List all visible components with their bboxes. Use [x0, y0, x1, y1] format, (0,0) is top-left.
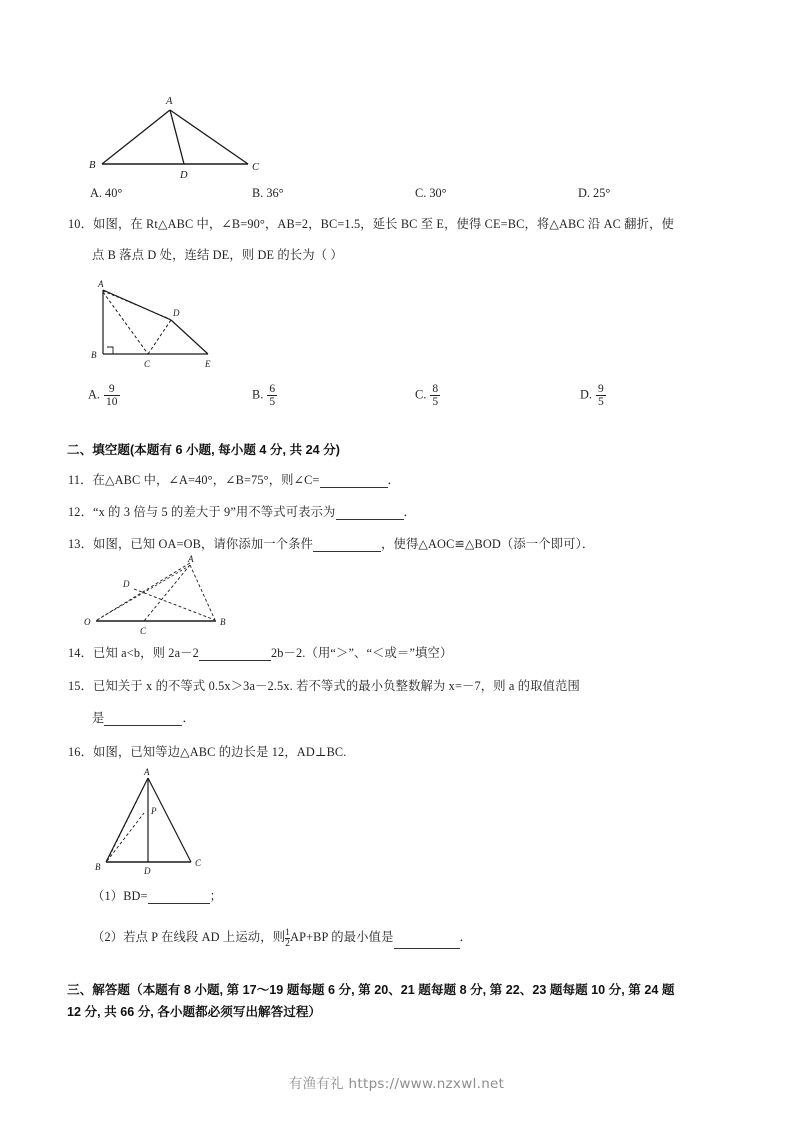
question15-answer-blank[interactable]	[104, 713, 182, 726]
figure-label-C: C	[252, 162, 260, 173]
question11-tail: ．	[387, 473, 400, 487]
fraction-denominator: 5	[598, 396, 604, 408]
question10-line1: 10．如图，在 Rt△ABC 中，∠B=90°，AB=2，BC=1.5，延长 BC 至 E，使得 CE=BC，将△ABC 沿 AC 翻折，使	[68, 217, 674, 231]
question15-text-pre: 是	[92, 711, 105, 725]
question11-answer-blank[interactable]	[320, 475, 388, 488]
fraction-denominator: 5	[269, 396, 276, 408]
figure-label-C: C	[195, 858, 202, 868]
figure-label-P: P	[151, 806, 157, 816]
option-label: B.	[252, 387, 264, 402]
figure-label-B: B	[220, 617, 226, 627]
option-label: C.	[415, 387, 427, 402]
figure-label-C: C	[140, 626, 147, 636]
question16-part1-answer-blank[interactable]	[148, 891, 210, 904]
question9-option-c[interactable]	[415, 185, 447, 201]
question16-part1-text: （1）BD=	[92, 889, 148, 903]
figure-label-E: E	[205, 359, 211, 369]
question12-text: 12．“x 的 3 倍与 5 的差大于 9”用不等式可表示为	[68, 505, 336, 519]
question10-option-b[interactable]	[252, 383, 278, 408]
figure-label-B: B	[95, 862, 101, 872]
question12-answer-blank[interactable]	[336, 507, 404, 520]
figure-label-A: A	[144, 767, 150, 777]
question13-answer-blank[interactable]	[313, 539, 381, 552]
option-value: 25°	[593, 186, 611, 200]
question14	[68, 645, 452, 661]
figure-label-C: C	[144, 359, 151, 369]
question14-answer-blank[interactable]	[199, 648, 271, 661]
watermark: 有渔有礼 https://www.nzxwl.net	[288, 1076, 505, 1092]
figure-label-A: A	[166, 96, 173, 107]
figure-label-A: A	[98, 279, 104, 289]
question10-option-c[interactable]	[415, 383, 441, 408]
question13-text-pre: 13．如图，已知 OA=OB，请你添加一个条件	[68, 537, 314, 551]
option-fraction	[267, 383, 277, 408]
fraction-denominator: 10	[106, 396, 118, 408]
option-fraction	[596, 383, 606, 408]
option-value: 36°	[266, 186, 284, 200]
figure-label-D: D	[144, 866, 151, 876]
question11	[68, 472, 400, 488]
figure-label-D: D	[123, 579, 130, 589]
question15-text-post: ．	[182, 711, 195, 725]
option-label: A.	[88, 387, 100, 402]
figure-label-O: O	[84, 617, 91, 627]
question13-text-post: ，使得△AOC≌△BOD（添一个即可）．	[381, 537, 595, 551]
option-fraction	[430, 383, 440, 408]
question16-figure	[92, 766, 242, 878]
question10-option-a[interactable]	[88, 383, 121, 408]
option-label: D.	[580, 387, 592, 402]
figure-label-B: B	[91, 350, 97, 360]
question11-text: 11．在△ABC 中，∠A=40°，∠B=75°，则∠C=	[68, 473, 320, 487]
question12-tail: ．	[403, 505, 416, 519]
fraction-denominator: 5	[432, 396, 439, 408]
question16-part2-text-mid: AP+BP 的最小值是	[290, 929, 394, 944]
question16-part2-tail: ．	[459, 929, 472, 944]
question16-part1	[92, 888, 222, 904]
fraction-denominator: 2	[285, 939, 291, 949]
figure-label-A: A	[188, 554, 194, 564]
section-heading-solution-line2: 12 分, 共 66 分, 各小题都必须写出解答过程）	[67, 1005, 322, 1019]
option-label: C.	[415, 186, 427, 200]
figure-label-D: D	[180, 170, 188, 180]
fraction-numerator: 1	[285, 928, 291, 938]
question16-part2-answer-blank[interactable]	[394, 936, 460, 949]
option-label: A.	[90, 186, 102, 200]
question9-option-d[interactable]	[578, 185, 610, 201]
question9-figure	[80, 90, 280, 180]
figure-label-B: B	[89, 160, 96, 171]
question12	[68, 504, 416, 520]
question16: 16．如图，已知等边△ABC 的边长是 12，AD⊥BC.	[68, 745, 347, 759]
question13	[68, 536, 594, 552]
option-value: 40°	[105, 186, 123, 200]
question10-line2: 点 B 落点 D 处，连结 DE，则 DE 的长为（ ）	[92, 248, 343, 262]
question16-part1-tail: ；	[209, 889, 223, 903]
option-value: 30°	[429, 186, 447, 200]
fraction-numerator: 8	[432, 383, 439, 395]
question14-text-pre: 14．已知 a<b，则 2a－2	[68, 646, 199, 660]
question13-figure	[78, 553, 258, 638]
question9-option-a[interactable]	[90, 185, 122, 201]
question10-option-d[interactable]	[580, 383, 607, 408]
fraction-numerator: 6	[269, 383, 276, 395]
question14-text-post: 2b－2.（用“＞”、“＜或＝”填空）	[270, 646, 453, 660]
question15-line1: 15．已知关于 x 的不等式 0.5x＞3a－2.5x. 若不等式的最小负整数解为 x=－7，则 a 的取值范围	[68, 679, 580, 693]
fraction-numerator: 9	[108, 383, 115, 395]
option-label: D.	[578, 186, 590, 200]
question16-part2	[92, 928, 472, 949]
fraction-numerator: 9	[598, 383, 604, 395]
option-fraction	[104, 383, 120, 408]
section-heading-fill-in-blank: 二、填空题(本题有 6 小题, 每小题 4 分, 共 24 分)	[67, 443, 340, 457]
question9-option-b[interactable]	[252, 185, 284, 201]
question10-figure	[78, 278, 278, 373]
section-heading-solution-line1: 三、解答题（本题有 8 小题, 第 17～19 题每题 6 分, 第 20、21 题每题 8 分, 第 22、23 题每题 10 分, 第 24 题	[67, 983, 675, 997]
question16-part2-text-pre: （2）若点 P 在线段 AD 上运动，则	[92, 929, 286, 944]
figure-label-D: D	[173, 308, 180, 318]
question15-line2	[92, 710, 195, 726]
option-label: B.	[252, 186, 264, 200]
